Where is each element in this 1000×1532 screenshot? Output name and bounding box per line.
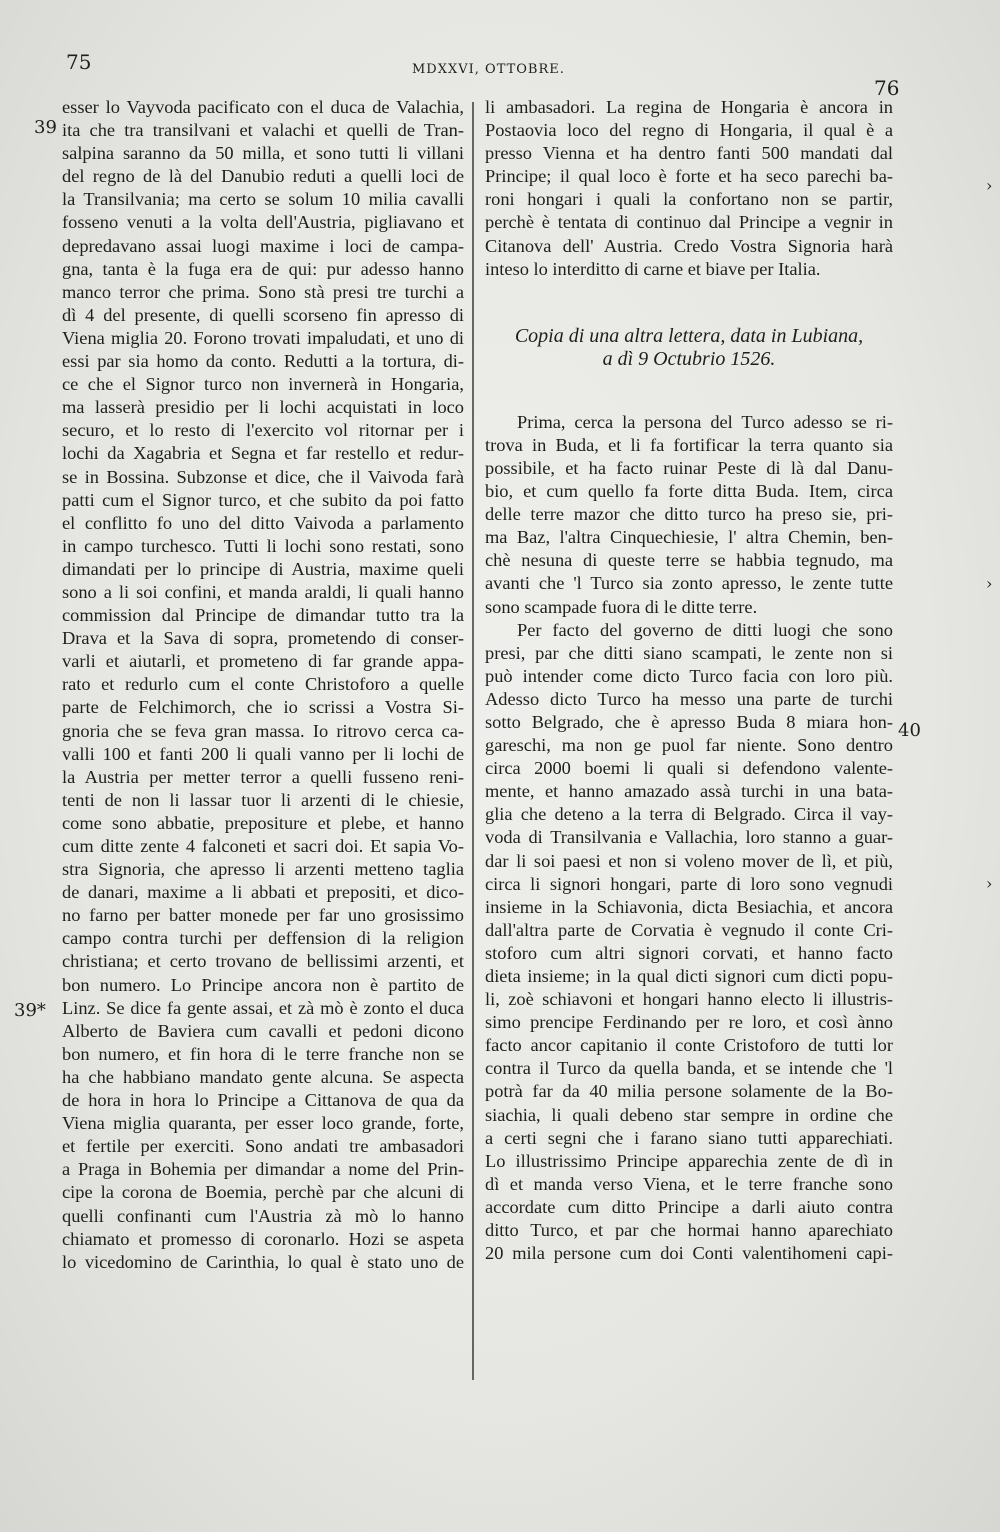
left-page-number: 75 bbox=[66, 50, 92, 74]
text-line: potrà far da 40 milia persone solamente de la Bo- bbox=[485, 1081, 893, 1102]
text-line: christiana; et certo trovano de bellissimi arzenti, et bbox=[62, 951, 464, 972]
text-line: Drava et la Sava di sopra, prometendo di conser- bbox=[62, 628, 464, 649]
text-line: stra Signoria, che apresso li arzenti metteno taglia bbox=[62, 859, 464, 880]
text-line: commission dal Principe de dimandar tutto tra la bbox=[62, 605, 464, 626]
text-line: cum ditte zente 4 falconeti et sacri doi. Et sapia Vo- bbox=[62, 836, 464, 856]
text-line: ita che tra transilvani et valachi et quelli de Tran- bbox=[62, 120, 464, 141]
text-line: se in Bossina. Subzonse et dice, che il Vaivoda farà bbox=[62, 466, 464, 487]
text-line: accordate cum ditto Principe a darli aiuto contra bbox=[485, 1196, 893, 1217]
edge-mark: › bbox=[986, 176, 993, 195]
text-line: parte de Felchimorch, che io scrissi a Vostra Si- bbox=[62, 697, 464, 718]
text-line: el conflitto fo uno del ditto Vaivoda a parlamento bbox=[62, 512, 464, 533]
text-line: Citanova dell' Austria. Credo Vostra Signoria harà bbox=[485, 235, 893, 256]
text-line: insieme in la Schiavonia, dicta Besiachia, et ancora bbox=[485, 896, 893, 917]
text-line: dieta insieme; in la qual dicti signori cum dicti popu- bbox=[485, 966, 893, 986]
text-line: rato et redurlo cum el conte Christoforo a quelle bbox=[62, 674, 464, 695]
text-line: delle terre mazor che ditto turco ha preso sie, pri- bbox=[485, 504, 893, 525]
text-line: ma lasserà presidio per li lochi acquistati in loco bbox=[62, 397, 464, 418]
text-line: può intender come dicto Turco facia con loro più. bbox=[485, 665, 893, 686]
text-line: ditto Turco, et par che hormai hanno aparechiato bbox=[485, 1220, 893, 1241]
text-line: ce che el Signor turco non invernerà in Hongaria, bbox=[62, 374, 464, 395]
text-line: Viena miglia quaranta, per esser loco grande, forte, bbox=[62, 1113, 464, 1134]
text-line: perchè è tentata di continuo dal Principe a vegnir in bbox=[485, 212, 893, 233]
edge-mark: › bbox=[986, 574, 993, 593]
text-line: circa 2000 boemi li quali si defendono valente- bbox=[485, 758, 893, 779]
paragraph-2 bbox=[485, 619, 893, 1266]
text-line: bon numero, et fin hora di le terre franche non se bbox=[62, 1043, 464, 1064]
text-line: bon numero. Lo Principe ancora non è partito de bbox=[62, 974, 464, 995]
text-line: campo contra turchi per deffension di la religion bbox=[62, 928, 464, 949]
text-line: et fertile per exerciti. Sono andati tre ambasadori bbox=[62, 1136, 464, 1157]
text-line: Copia di una altra lettera, data in Lubiana, bbox=[514, 324, 864, 347]
text-line: Viena miglia 20. Forono trovati impaludati, et uno di bbox=[62, 327, 464, 348]
text-line: presso Vienna et ha dentro fanti 500 mandati dal bbox=[485, 143, 893, 164]
text-line: gareschi, ma non ge puol far niente. Sono dentro bbox=[485, 735, 893, 756]
text-line: Alberto de Baviera cum cavalli et pedoni dicono bbox=[62, 1020, 464, 1041]
text-line: dì 4 del presente, di quelli scorseno fin apresso di bbox=[62, 304, 464, 325]
running-head: MDXXVI, OTTOBRE. bbox=[412, 62, 565, 77]
text-line: varli et aiutarli, et prometeno di far grande appa- bbox=[62, 651, 464, 672]
margin-number-left-top: 39 bbox=[34, 117, 57, 138]
text-line: glia che deteno a la terra di Belgrado. Circa il vay- bbox=[485, 804, 893, 825]
margin-number-left-bottom: 39* bbox=[14, 1000, 46, 1021]
text-line: Principe; il qual loco è forte et ha seco parechi ba- bbox=[485, 166, 893, 187]
text-line: la Transilvania; ma certo se solum 10 milia cavalli bbox=[62, 189, 464, 210]
edge-mark: › bbox=[986, 874, 993, 893]
text-line: del regno de là del Danubio reduti a quelli loci de bbox=[62, 166, 464, 187]
text-line: simo prencipe Ferdinando per re loro, et così ànno bbox=[485, 1012, 893, 1033]
text-line: mente, et hanno amazado assà turchi in una bata- bbox=[485, 781, 893, 802]
text-line: ha che habbiano mandato gente alcuna. Se aspecta bbox=[62, 1066, 464, 1087]
text-line: la Austria per metter terror a quelli fusseno reni- bbox=[62, 766, 464, 787]
margin-number-right: 40 bbox=[898, 720, 921, 741]
text-line: sono a li soi confini, et manda araldi, li quali hanno bbox=[62, 581, 464, 602]
text-line: depredavano assai luogi maxime i loci de campa- bbox=[62, 235, 464, 256]
text-line: Linz. Se dice fa gente assai, et zà mò è zonto el duca bbox=[62, 997, 464, 1018]
text-line: gna, tanta è la fuga era de qui: pur adesso hanno bbox=[62, 258, 464, 279]
text-line: lo vicedomino de Carinthia, lo qual è stato uno de bbox=[62, 1251, 464, 1272]
continuation-paragraph bbox=[485, 96, 893, 281]
text-line: dì et manda verso Viena, et le terre franche sono bbox=[485, 1173, 893, 1194]
text-line: avanti che 'l Turco sia zonto apresso, le zente tutte bbox=[485, 573, 893, 594]
text-line: possibile, et ha facto ruinar Peste di là dal Danu- bbox=[485, 457, 893, 478]
right-page-number: 76 bbox=[874, 76, 900, 100]
text-line: voda di Transilvania e Vallachia, loro stanno a guar- bbox=[485, 827, 893, 848]
text-line: valli 100 et fanti 200 li quali vanno per li lochi de bbox=[62, 743, 464, 764]
text-line: gnoria che se feva gran massa. Io ritrovo cerca ca- bbox=[62, 720, 464, 741]
text-line: essi par sia homo da conto. Redutti a la tortura, di- bbox=[62, 351, 464, 372]
text-line: li ambasadori. La regina de Hongaria è ancora in bbox=[485, 97, 893, 117]
text-line: chiamato et promesso di coronarlo. Hozi se aspeta bbox=[62, 1228, 464, 1249]
right-text-column bbox=[485, 96, 893, 1265]
text-line: in campo turchesco. Tutti li lochi sono restati, sono bbox=[62, 535, 464, 556]
text-line: no farno per batter monede per far uno grosissimo bbox=[62, 905, 464, 926]
text-line: roni hongari i quali la confortano non se partir, bbox=[485, 189, 893, 210]
text-line: siachia, li quali debeno star sempre in ordine che bbox=[485, 1104, 893, 1125]
text-line: dall'altra parte de Corvatia è vegnudo il conte Cri- bbox=[485, 919, 893, 940]
text-line: fosseno venuti a la volta dell'Austria, pigliavano et bbox=[62, 212, 464, 233]
text-line: patti cum el Signor turco, et che subito da poi fatto bbox=[62, 489, 464, 510]
text-line: dimandati per lo principe di Austria, maxime queli bbox=[62, 558, 464, 579]
text-line: cipe la corona de Boemia, perchè par che alcuni di bbox=[62, 1182, 464, 1203]
text-line: Postaovia loco del regno di Hongaria, il qual è a bbox=[485, 120, 893, 141]
letter-heading bbox=[485, 325, 893, 371]
text-line: stoforo cum altri signori corvati, et hanno facto bbox=[485, 942, 893, 963]
text-line: manco terror che prima. Sono stà presi tre turchi a bbox=[62, 281, 464, 302]
text-line: Lo illustrissimo Principe apparechia zente de dì in bbox=[485, 1150, 893, 1171]
text-line: trova in Buda, et li fa fortificar la terra quanto sia bbox=[485, 434, 893, 455]
text-line: a certi segni che i farano siano tutti apparechiati. bbox=[485, 1127, 893, 1148]
text-line: sotto Belgrado, che è apresso Buda 8 miara hon- bbox=[485, 711, 893, 732]
text-line: contra il Turco da quella banda, et se intende che 'l bbox=[485, 1058, 893, 1079]
text-line: 20 mila persone cum doi Conti valentihomeni capi- bbox=[485, 1243, 893, 1264]
paragraph-1 bbox=[485, 411, 893, 619]
text-line: lochi da Xagabria et Segna et far restello et redur- bbox=[62, 443, 464, 464]
text-line: esser lo Vayvoda pacificato con el duca de Valachia, bbox=[62, 97, 464, 117]
text-line: Prima, cerca la persona del Turco adesso se ri- bbox=[517, 411, 893, 432]
text-line: sono scampade fuora di le ditte terre. bbox=[485, 596, 758, 617]
text-line: securo, et lo resto di l'exercito vol ritornar per i bbox=[62, 420, 464, 441]
text-line: tenti de non li lassar tuor li arzenti di le chiesie, bbox=[62, 789, 464, 810]
text-line: bio, et cum quello fa forte ditta Buda. Item, circa bbox=[485, 481, 893, 502]
text-line: facto ancor capitanio il conte Cristoforo de tutti lor bbox=[485, 1035, 893, 1056]
text-line: a Praga in Bohemia per dimandar a nome del Prin- bbox=[62, 1159, 464, 1180]
text-line: inteso lo interditto di carne et biave per Italia. bbox=[485, 258, 821, 279]
text-line: come sono abbatie, prepositure et plebe, et hanno bbox=[62, 812, 464, 833]
text-line: salpina saranno da 50 milla, et sono tutti li villani bbox=[62, 143, 464, 164]
text-line: li, zoè schiavoni et hongari hanno electo li illustris- bbox=[485, 989, 893, 1010]
text-line: a dì 9 Octubrio 1526. bbox=[602, 347, 776, 370]
text-line: quelli confinanti cum l'Austria zà mò lo hanno bbox=[62, 1205, 464, 1226]
column-divider bbox=[472, 102, 474, 1380]
text-line: ma Baz, l'altra Cinquechiesie, l' altra Chemin, ben- bbox=[485, 527, 893, 548]
text-line: de danari, maxime a li abbati et prepositi, et dico- bbox=[62, 882, 464, 903]
left-text-column bbox=[62, 96, 464, 1274]
text-line: Per facto del governo de ditti luogi che sono bbox=[517, 619, 893, 640]
text-line: de hora in hora lo Principe a Cittanova de qua da bbox=[62, 1090, 464, 1111]
text-line: Adesso dicto Turco ha messo una parte de turchi bbox=[485, 688, 893, 709]
text-line: circa li signori hongari, parte di loro sono vegnudi bbox=[485, 873, 893, 894]
text-line: dar li soi paesi et non si voleno mover de lì, et più, bbox=[485, 850, 893, 871]
text-line: chè nesuna di queste terre se habbia tegnudo, ma bbox=[485, 550, 893, 571]
text-line: presi, par che ditti siano scampati, le zente non si bbox=[485, 642, 893, 663]
